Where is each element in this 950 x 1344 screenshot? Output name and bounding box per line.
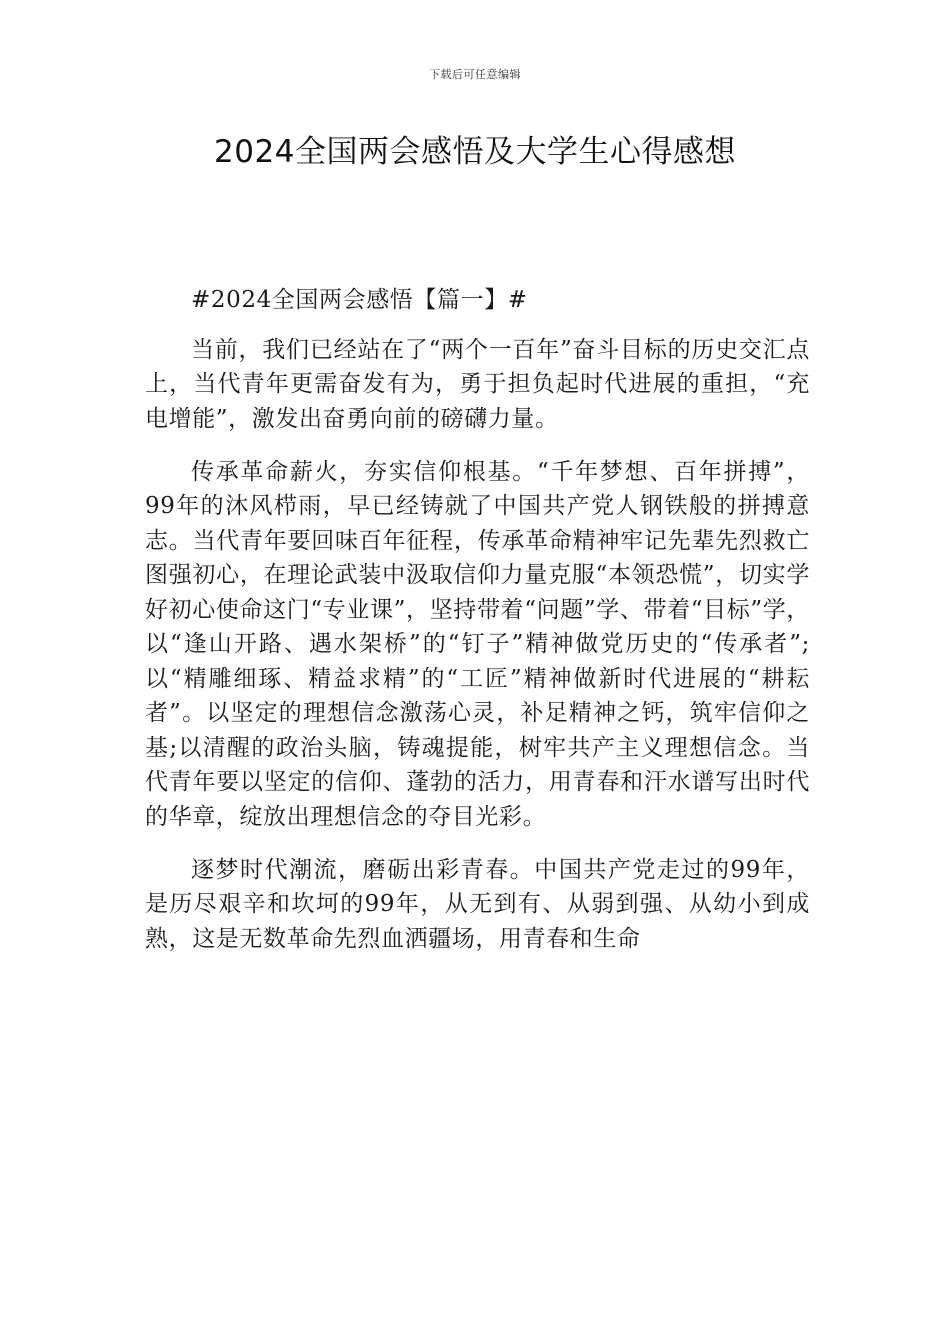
document-body — [145, 283, 810, 975]
header-note: 下载后可任意编辑 — [429, 68, 521, 81]
paragraph-2: 传承革命薪火，夯实信仰根基。“千年梦想、百年拼搏”，99年的沐风栉雨，早已经铸就了中国共产党人钢铁般的拼搏意志。当代青年要回味百年征程，传承革命精神牢记先辈先烈救亡图强初心，在理论武装中汲取信仰力量克服“本领恐慌”，切实学好初心使命这门“专业课”，坚持带着“问题”学、带着“目标”学，以“逢山开路、遇水架桥”的“钉子”精神做党历史的“传承者”;以“精雕细琢、精益求精”的“工匠”精神做新时代进展的“耕耘者”。以坚定的理想信念激荡心灵，补足精神之钙，筑牢信仰之基;以清醒的政治头脑，铸魂提能，树牢共产主义理想信念。当代青年要以坚定的信仰、蓬勃的活力，用青春和汗水谱写出时代的华章，绽放出理想信念的夺目光彩。 — [145, 458, 810, 830]
paragraph-1: 当前，我们已经站在了“两个一百年”奋斗目标的历史交汇点上，当代青年更需奋发有为，勇于担负起时代进展的重担，“充电增能”，激发出奋勇向前的磅礴力量。 — [145, 336, 810, 432]
paragraph-3: 逐梦时代潮流，磨砺出彩青春。中国共产党走过的99年，是历尽艰辛和坎坷的99年，从无到有、从弱到强、从幼小到成熟，这是无数革命先烈血洒疆场，用青春和生命 — [145, 856, 810, 952]
section-heading: #2024全国两会感悟【篇一】# — [191, 287, 528, 313]
document-title: 2024全国两会感悟及大学生心得感想 — [214, 134, 736, 170]
